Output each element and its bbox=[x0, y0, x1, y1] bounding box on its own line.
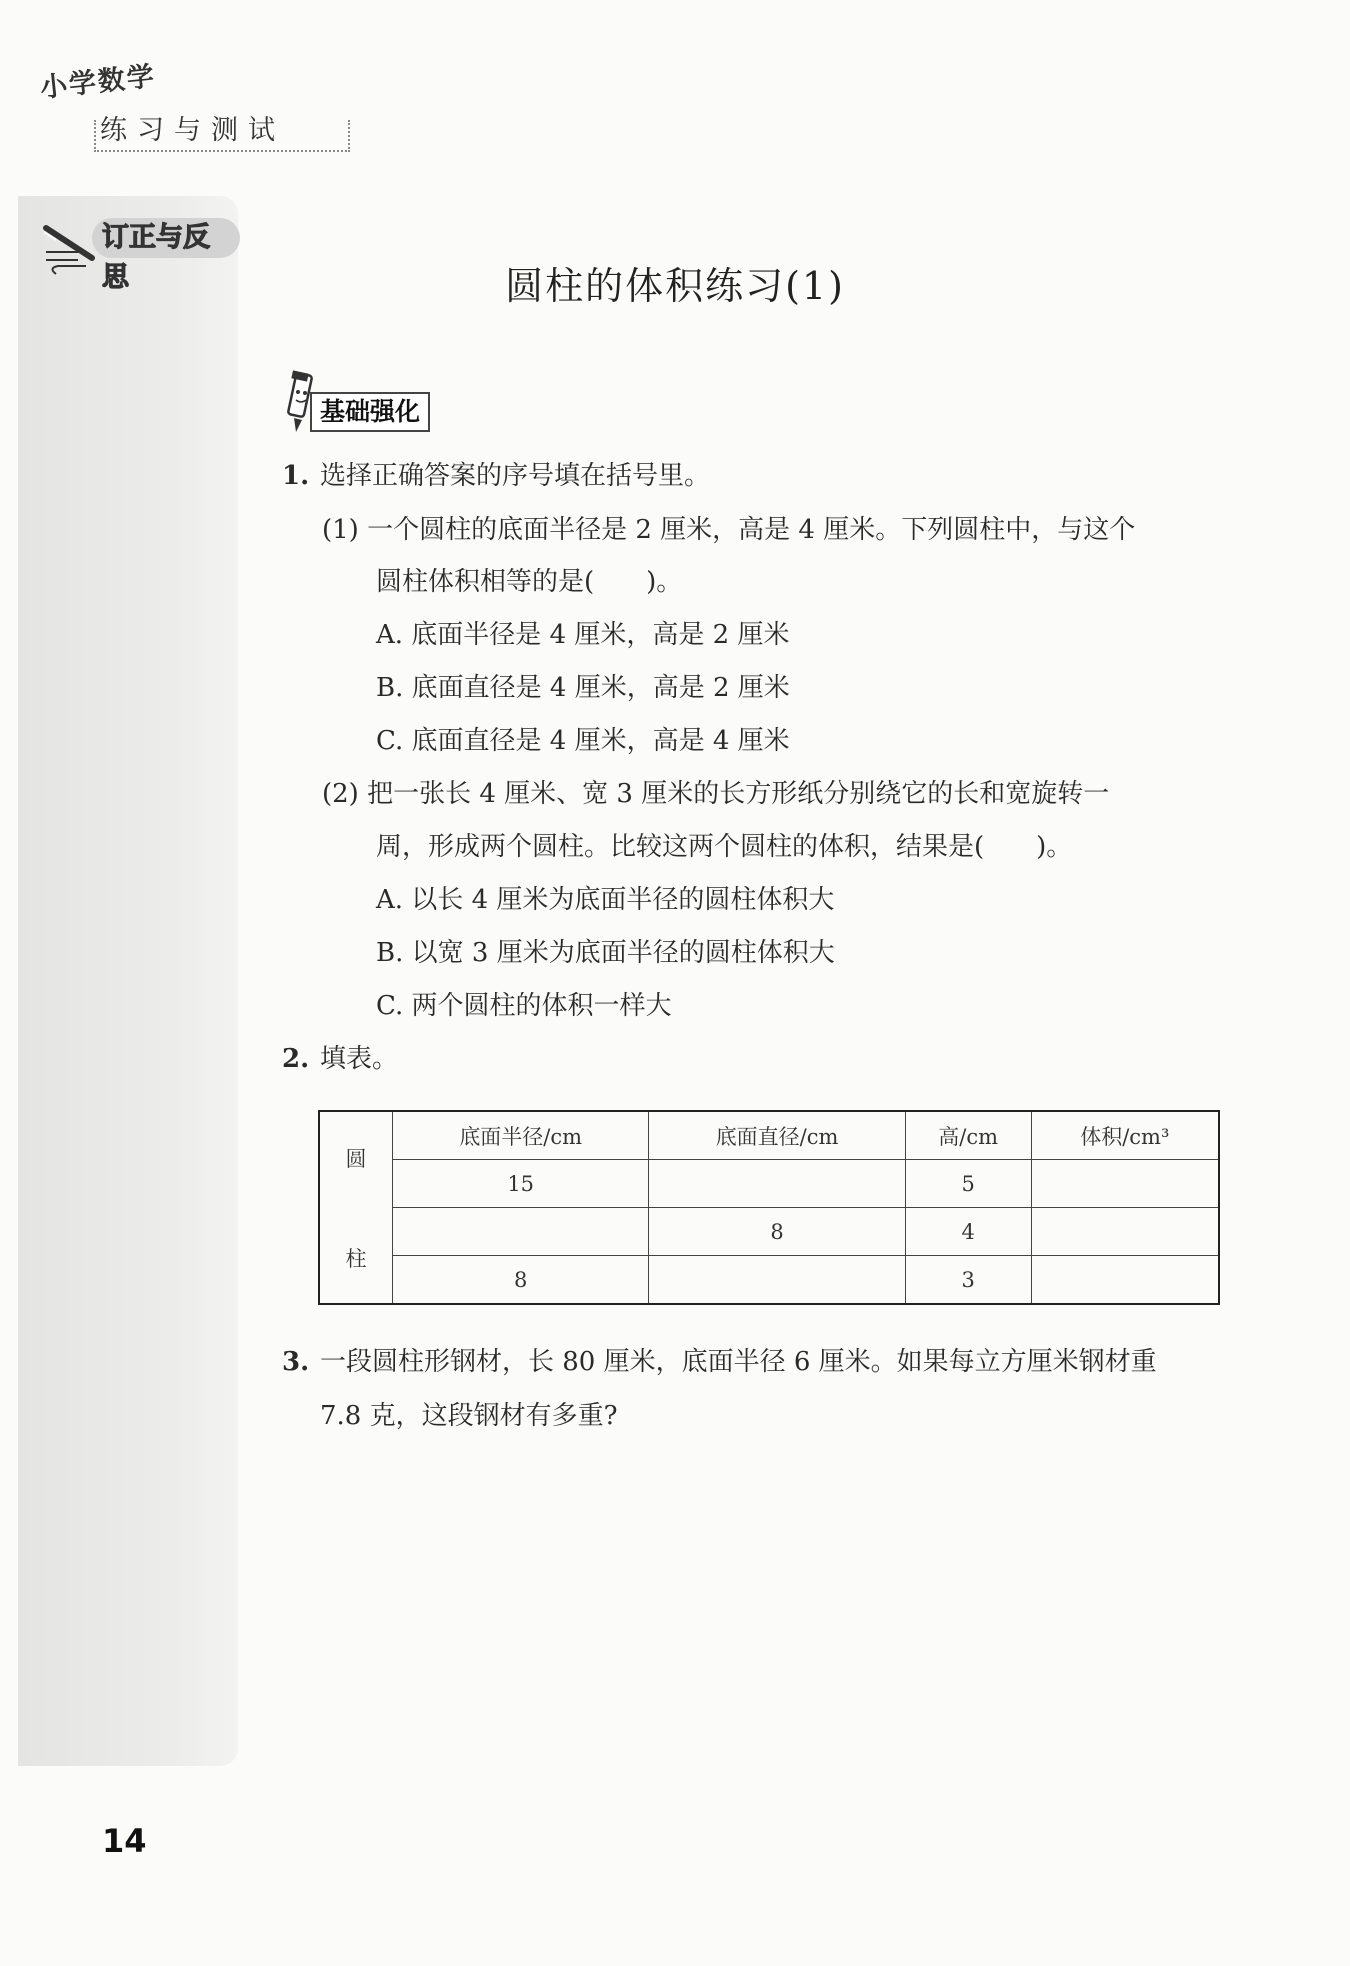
table-cell: 15 bbox=[393, 1160, 649, 1208]
q1-sub2-option-a: A. 以长 4 厘米为底面半径的圆柱体积大 bbox=[376, 885, 835, 915]
question-stem: 一段圆柱形钢材，长 80 厘米，底面半径 6 厘米。如果每立方厘米钢材重 bbox=[320, 1347, 1157, 1377]
table-cell[interactable] bbox=[393, 1208, 649, 1256]
table-header: 底面半径/cm bbox=[393, 1111, 649, 1160]
q1-sub2-option-b: B. 以宽 3 厘米为底面半径的圆柱体积大 bbox=[376, 938, 835, 968]
question-3-line2: 7.8 克，这段钢材有多重? bbox=[320, 1401, 618, 1431]
q1-sub1-option-b: B. 底面直径是 4 厘米，高是 2 厘米 bbox=[376, 673, 790, 703]
q1-sub2-line1: (2) 把一张长 4 厘米、宽 3 厘米的长方形纸分别绕它的长和宽旋转一 bbox=[322, 779, 1110, 809]
table-row bbox=[319, 1160, 1219, 1208]
question-number: 1. bbox=[282, 461, 310, 491]
q1-sub1-line2: 圆柱体积相等的是( )。 bbox=[376, 567, 683, 597]
table-side-label bbox=[319, 1111, 393, 1304]
question-number: 3. bbox=[282, 1347, 310, 1377]
table-cell[interactable] bbox=[1031, 1256, 1219, 1305]
question-1 bbox=[282, 456, 710, 496]
correction-sidebar bbox=[18, 196, 238, 1766]
side-char-bottom: 柱 bbox=[345, 1246, 367, 1271]
table-header: 体积/cm³ bbox=[1031, 1111, 1219, 1160]
q1-sub2-option-c: C. 两个圆柱的体积一样大 bbox=[376, 991, 672, 1021]
q1-sub1-option-a: A. 底面半径是 4 厘米，高是 2 厘米 bbox=[376, 620, 790, 650]
page-title: 圆柱的体积练习(1) bbox=[505, 264, 845, 308]
table-cell[interactable] bbox=[1031, 1160, 1219, 1208]
series-title: 小学数学 bbox=[38, 60, 158, 104]
section-label: 基础强化 bbox=[310, 392, 430, 432]
fill-in-table bbox=[318, 1110, 1220, 1305]
question-2 bbox=[282, 1039, 398, 1079]
table-cell[interactable] bbox=[649, 1256, 905, 1305]
table-header: 高/cm bbox=[905, 1111, 1031, 1160]
question-stem: 填表。 bbox=[320, 1044, 399, 1074]
q1-sub1-option-c: C. 底面直径是 4 厘米，高是 4 厘米 bbox=[376, 726, 790, 756]
table-cell: 4 bbox=[905, 1208, 1031, 1256]
sidebar-label: 订正与反思 bbox=[92, 218, 240, 258]
table-row bbox=[319, 1208, 1219, 1256]
table-cell: 8 bbox=[393, 1256, 649, 1305]
page-number: 14 bbox=[102, 1822, 147, 1860]
table-header: 底面直径/cm bbox=[649, 1111, 905, 1160]
question-stem: 选择正确答案的序号填在括号里。 bbox=[320, 461, 711, 491]
table-row bbox=[319, 1256, 1219, 1305]
table-cell: 3 bbox=[905, 1256, 1031, 1305]
table-cell[interactable] bbox=[1031, 1208, 1219, 1256]
table-cell: 5 bbox=[905, 1160, 1031, 1208]
table-cell[interactable] bbox=[649, 1160, 905, 1208]
question-3 bbox=[282, 1342, 1157, 1382]
q1-sub2-line2: 周，形成两个圆柱。比较这两个圆柱的体积，结果是( )。 bbox=[376, 832, 1073, 862]
question-number: 2. bbox=[282, 1044, 310, 1074]
section-heading bbox=[284, 368, 454, 438]
side-char-top: 圆 bbox=[345, 1146, 367, 1171]
series-subtitle: 练习与测试 bbox=[100, 115, 285, 146]
q1-sub1-line1: (1) 一个圆柱的底面半径是 2 厘米，高是 4 厘米。下列圆柱中，与这个 bbox=[322, 515, 1136, 545]
table-row bbox=[319, 1111, 1219, 1160]
table-cell: 8 bbox=[649, 1208, 905, 1256]
